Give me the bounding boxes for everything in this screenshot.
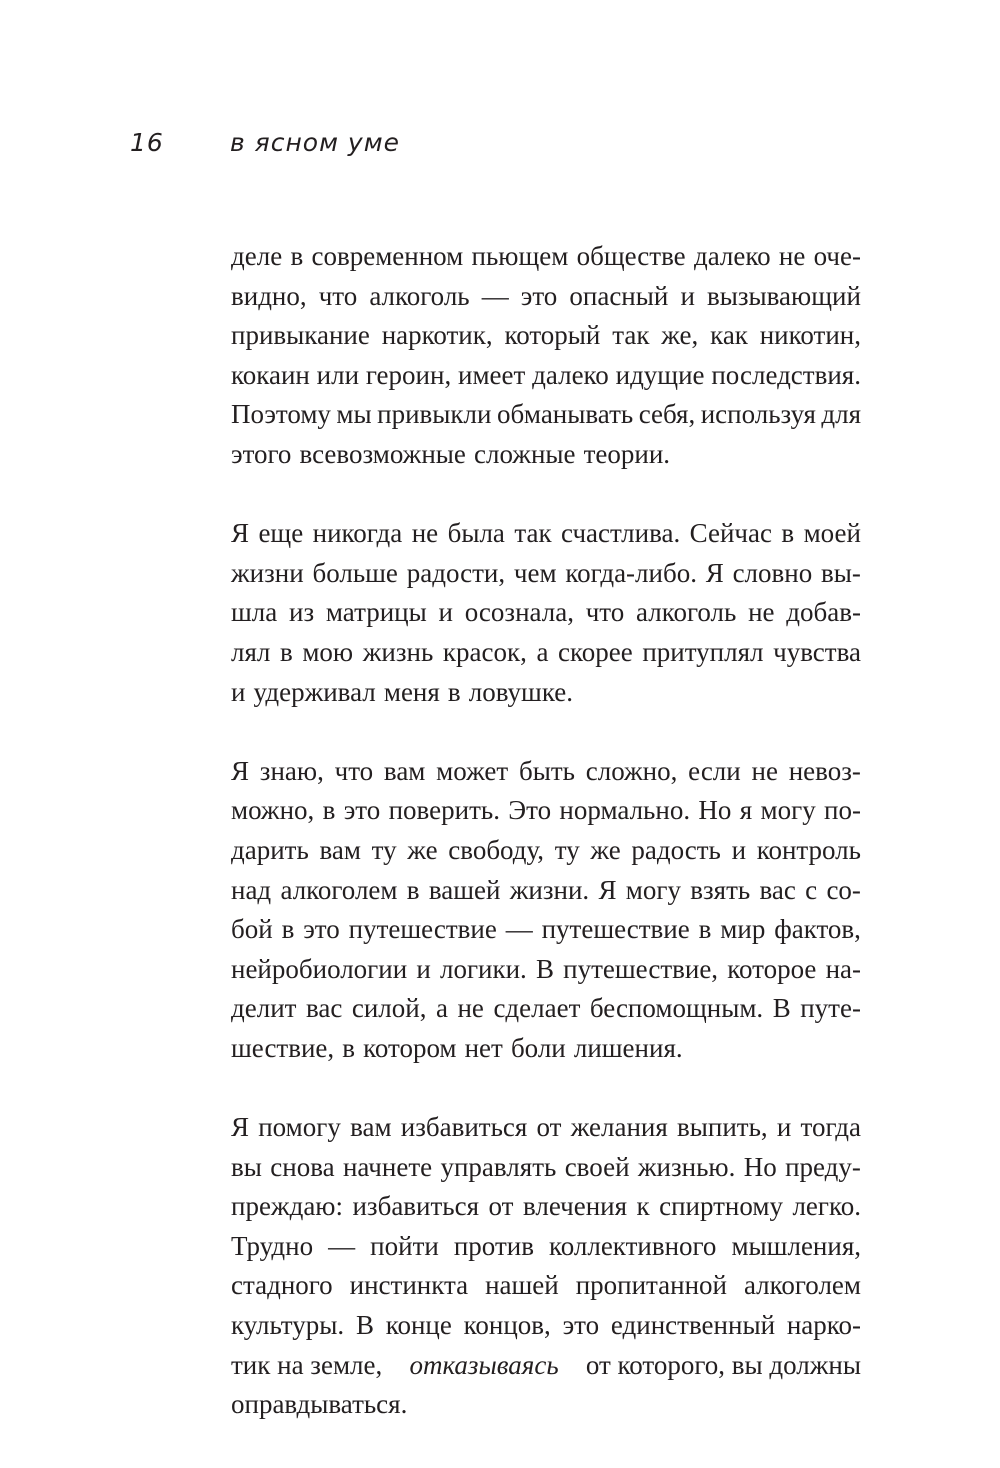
- word: невоз-: [788, 755, 861, 786]
- word: вызывающий: [706, 280, 861, 311]
- word: не: [457, 993, 484, 1024]
- word: —: [481, 280, 509, 311]
- word: алкоголем: [743, 1270, 861, 1301]
- word: что: [585, 597, 625, 628]
- word: пропитанной: [575, 1270, 727, 1301]
- word: же,: [661, 320, 699, 351]
- word: в: [281, 914, 295, 945]
- word: жизни.: [509, 874, 590, 905]
- word: культуры.: [231, 1310, 345, 1341]
- word: в: [698, 914, 712, 945]
- text-line: [231, 237, 861, 277]
- word: и: [416, 953, 431, 984]
- word: не: [411, 518, 439, 549]
- word: Я: [231, 518, 250, 549]
- paragraph-2: [231, 514, 861, 712]
- word: радости,: [406, 557, 506, 588]
- text-line: [231, 554, 861, 594]
- word: лял: [231, 636, 271, 667]
- text-line: [231, 910, 861, 950]
- word: по-: [824, 795, 861, 826]
- word: логики.: [439, 953, 527, 984]
- word: снова: [270, 1151, 335, 1182]
- word: это: [520, 280, 558, 311]
- word: сделает: [493, 993, 581, 1024]
- text-line: [231, 989, 861, 1029]
- word: нашей: [485, 1270, 559, 1301]
- text-line: [231, 831, 861, 871]
- word: красок,: [442, 636, 527, 667]
- running-head: [130, 128, 870, 168]
- word: Сейчас: [689, 518, 772, 549]
- word: не: [751, 755, 778, 786]
- word: привыкание: [231, 320, 370, 351]
- word: Я: [231, 755, 250, 786]
- text-line: [231, 356, 861, 396]
- text-line: [231, 791, 861, 831]
- word: вас: [759, 874, 796, 905]
- word: матрицы: [325, 597, 427, 628]
- word: так: [612, 320, 650, 351]
- word: нарко-: [786, 1310, 861, 1341]
- word: —: [328, 1230, 356, 1261]
- word: осознала,: [464, 597, 574, 628]
- word: который: [504, 320, 601, 351]
- word: что: [318, 280, 358, 311]
- word: вы-: [821, 557, 861, 588]
- word: В: [535, 953, 554, 984]
- word: алкоголь: [636, 597, 737, 628]
- word: сложные: [474, 438, 576, 469]
- word: скорее: [558, 636, 633, 667]
- word: ловушке.: [468, 676, 574, 707]
- word: Я: [231, 1112, 250, 1143]
- word: как: [710, 320, 748, 351]
- word: алкоголем: [280, 874, 398, 905]
- word: вам: [350, 1112, 392, 1143]
- word: удерживал: [253, 676, 376, 707]
- word: Поэтому: [231, 399, 331, 430]
- word: с: [805, 874, 818, 905]
- word: взять: [690, 874, 751, 905]
- word: быть: [518, 755, 575, 786]
- word: могу: [625, 874, 681, 905]
- word: спиртному: [659, 1191, 783, 1222]
- page-number: 16: [130, 128, 164, 157]
- word: в: [781, 518, 795, 549]
- word: делит: [231, 993, 297, 1024]
- text-line: [231, 752, 861, 792]
- word: и: [438, 597, 453, 628]
- word: же: [407, 834, 438, 865]
- paragraph-3: [231, 752, 861, 1069]
- word: и: [680, 280, 695, 311]
- text-segment: тик на земле,: [231, 1349, 383, 1380]
- word: я: [739, 795, 753, 826]
- word: лишения.: [573, 1032, 683, 1063]
- word: управлять: [440, 1151, 557, 1182]
- word: вашей: [428, 874, 501, 905]
- word: а: [536, 636, 549, 667]
- word: боли: [510, 1032, 566, 1063]
- word: фактов,: [774, 914, 861, 945]
- word: опасный: [569, 280, 669, 311]
- word: всевозможные: [299, 438, 466, 469]
- word: избавиться: [400, 1112, 528, 1143]
- word: беспомощным.: [589, 993, 764, 1024]
- word: мою: [302, 636, 354, 667]
- word: сложно,: [585, 755, 678, 786]
- word: над: [231, 874, 272, 905]
- word: Я: [705, 557, 724, 588]
- word: деле: [231, 241, 283, 271]
- word: современном: [311, 241, 464, 271]
- word: видно,: [231, 280, 307, 311]
- word: вы: [231, 1151, 262, 1182]
- word: меня: [383, 676, 440, 707]
- word: добав-: [786, 597, 861, 628]
- word: влечения: [522, 1191, 628, 1222]
- text-line: [231, 1385, 861, 1425]
- word: больше: [312, 557, 398, 588]
- word: притуплял: [642, 636, 764, 667]
- word: В: [772, 993, 791, 1024]
- word: стадного: [231, 1270, 333, 1301]
- text-line: [231, 633, 861, 673]
- word: поверить.: [388, 795, 500, 826]
- word: когда-либо.: [565, 557, 697, 588]
- word: моей: [803, 518, 861, 549]
- word: В: [355, 1310, 374, 1341]
- word: это: [343, 795, 381, 826]
- word: теории.: [583, 438, 671, 469]
- word: может: [436, 755, 509, 786]
- word: мышления,: [731, 1230, 861, 1261]
- word: и: [231, 676, 246, 707]
- emphasized-word: отказываясь: [409, 1349, 559, 1380]
- word: чувства: [773, 636, 861, 667]
- text-line: [231, 871, 861, 911]
- word: вам: [383, 755, 426, 786]
- word: —: [505, 914, 533, 945]
- word: преждаю:: [231, 1191, 343, 1222]
- word: из: [289, 597, 315, 628]
- word: мы: [336, 399, 372, 430]
- word: в: [447, 676, 461, 707]
- word: обманывать: [496, 399, 634, 430]
- word: никогда: [312, 518, 403, 549]
- word: в: [279, 636, 293, 667]
- word: начнете: [342, 1151, 433, 1182]
- word: алкоголь: [369, 280, 470, 311]
- word: себя,: [638, 399, 696, 430]
- word: легко.: [792, 1191, 861, 1222]
- word: Трудно: [231, 1230, 314, 1261]
- word: которое: [727, 953, 817, 984]
- word: избавиться: [352, 1191, 480, 1222]
- word: и: [731, 834, 747, 865]
- word: от: [536, 1112, 562, 1143]
- word: силой,: [351, 993, 427, 1024]
- word: это: [303, 914, 340, 945]
- word: от: [488, 1191, 514, 1222]
- word: выпить,: [676, 1112, 768, 1143]
- word: Это: [508, 795, 552, 826]
- word: своей: [564, 1151, 630, 1182]
- word: в: [406, 874, 420, 905]
- text-line: [231, 1108, 861, 1148]
- word: на-: [825, 953, 861, 984]
- word: путешествие: [541, 914, 690, 945]
- text-line: [231, 950, 861, 990]
- word: путешествие: [348, 914, 497, 945]
- word: или: [316, 359, 360, 390]
- word: жизнью.: [637, 1151, 736, 1182]
- text-segment: оправдываться.: [231, 1389, 408, 1420]
- word: в: [342, 1032, 356, 1063]
- word: шла: [231, 597, 278, 628]
- word: путе-: [800, 993, 861, 1024]
- word: Я: [598, 874, 617, 905]
- word: так: [514, 518, 552, 549]
- word: и: [776, 1112, 792, 1143]
- word: инстинкта: [349, 1270, 469, 1301]
- word: тогда: [800, 1112, 861, 1143]
- word: знаю,: [259, 755, 324, 786]
- word: это: [562, 1310, 600, 1341]
- word: единственный: [610, 1310, 776, 1341]
- word: шествие,: [231, 1032, 335, 1063]
- word: конце: [385, 1310, 452, 1341]
- text-line: [231, 277, 861, 317]
- word: пойти: [370, 1230, 439, 1261]
- word: в: [322, 795, 336, 826]
- text-line: [231, 1029, 861, 1069]
- word: котором: [363, 1032, 457, 1063]
- word: Но: [743, 1151, 777, 1182]
- word: коллективного: [548, 1230, 717, 1261]
- word: последствия.: [711, 359, 861, 390]
- word: далеко: [532, 359, 609, 390]
- word: привыкли: [377, 399, 492, 430]
- word: словно: [732, 557, 813, 588]
- word: используя: [700, 399, 816, 430]
- text-line: [231, 1306, 861, 1346]
- word: можно,: [231, 795, 315, 826]
- word: свободу,: [448, 834, 545, 865]
- word: дарить: [231, 834, 309, 865]
- word: была: [447, 518, 505, 549]
- running-title: в ясном уме: [230, 128, 400, 157]
- word: бой: [231, 914, 273, 945]
- word: преду-: [785, 1151, 861, 1182]
- word: контроль: [756, 834, 861, 865]
- text-line: [231, 1266, 861, 1306]
- word: что: [334, 755, 374, 786]
- word: не: [748, 597, 775, 628]
- text-segment: от которого, вы должны: [585, 1349, 861, 1380]
- word: вас: [305, 993, 343, 1024]
- word: нормально.: [559, 795, 691, 826]
- word: героин,: [365, 359, 452, 390]
- text-line: [231, 514, 861, 554]
- word: этого: [231, 438, 292, 469]
- word: жизнь: [362, 636, 434, 667]
- word: желания: [570, 1112, 668, 1143]
- word: не: [778, 241, 806, 271]
- word: же: [590, 834, 621, 865]
- text-line: [231, 395, 861, 435]
- word: вам: [319, 834, 361, 865]
- word: пьющем: [471, 241, 569, 271]
- word: идущие: [615, 359, 705, 390]
- word: никотин,: [759, 320, 861, 351]
- text-line: [231, 435, 861, 475]
- word: если: [688, 755, 741, 786]
- word: оче-: [813, 241, 861, 271]
- word: имеет: [458, 359, 526, 390]
- text-line: [231, 593, 861, 633]
- word: в: [290, 241, 304, 271]
- word: ту: [554, 834, 580, 865]
- text-line: [231, 1227, 861, 1267]
- body-text: [231, 237, 861, 1425]
- word: к: [636, 1191, 650, 1222]
- word: мир: [720, 914, 766, 945]
- word: для: [821, 399, 861, 430]
- word: могу: [760, 795, 816, 826]
- word: нейробиологии: [231, 953, 408, 984]
- word: кокаин: [231, 359, 310, 390]
- word: радость: [631, 834, 721, 865]
- word: ту: [371, 834, 397, 865]
- word: еще: [258, 518, 304, 549]
- word: а: [435, 993, 448, 1024]
- word: далеко: [693, 241, 771, 271]
- text-line: [231, 316, 861, 356]
- word: против: [453, 1230, 534, 1261]
- word: счастлива.: [561, 518, 681, 549]
- word: помогу: [258, 1112, 341, 1143]
- text-line: [231, 1148, 861, 1188]
- word: наркотик,: [381, 320, 493, 351]
- word: Но: [698, 795, 732, 826]
- text-line: [231, 1187, 861, 1227]
- word: жизни: [231, 557, 304, 588]
- paragraph-4: [231, 1108, 861, 1425]
- word: чем: [513, 557, 557, 588]
- text-line: [231, 673, 861, 713]
- word: концов,: [463, 1310, 551, 1341]
- word: обществе: [576, 241, 686, 271]
- paragraph-1: [231, 237, 861, 475]
- text-line-with-emphasis: [231, 1346, 861, 1386]
- word: со-: [826, 874, 861, 905]
- word: нет: [464, 1032, 503, 1063]
- word: путешествие,: [563, 953, 719, 984]
